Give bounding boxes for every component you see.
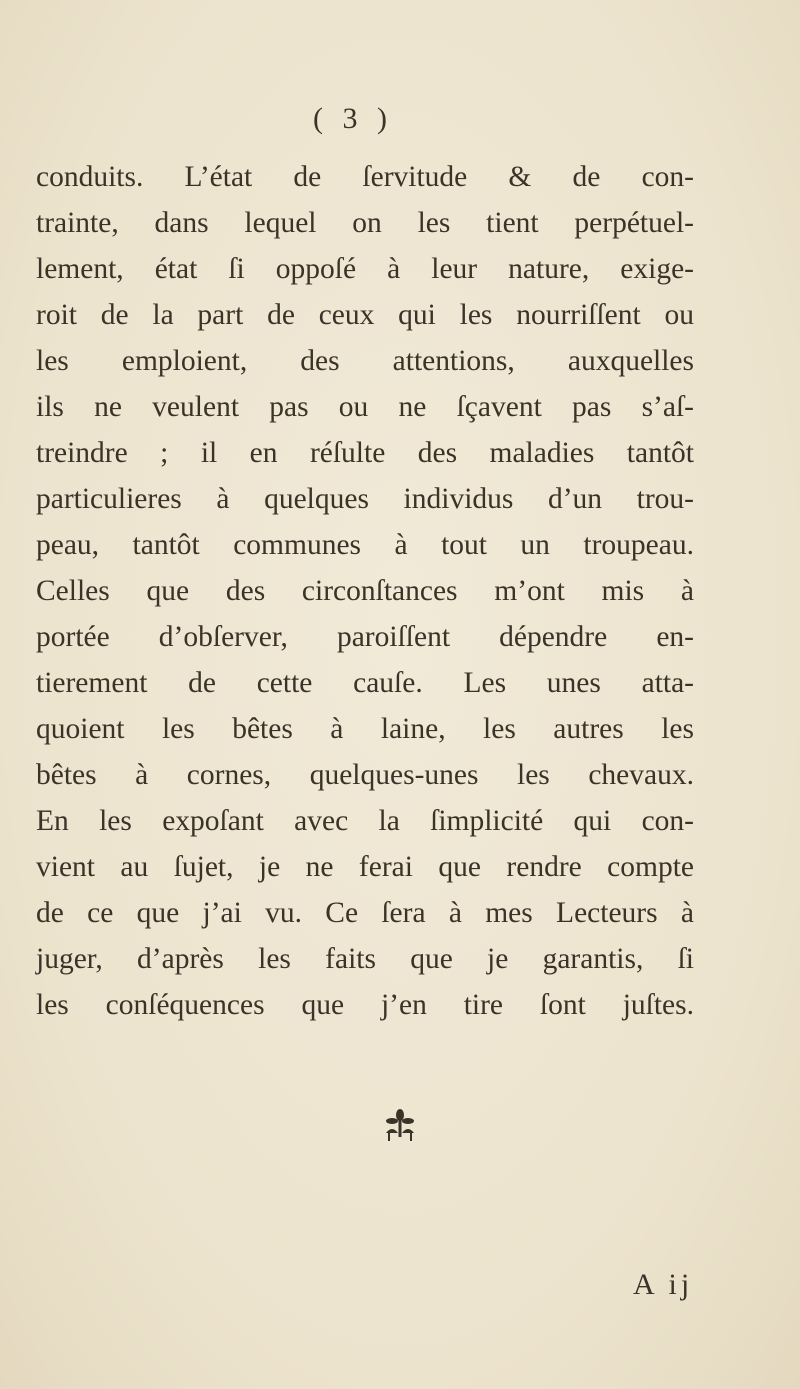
text-line: trainte, dans lequel on les tient perpétuel- [36, 207, 694, 239]
text-line: particulieres à quelques individus d’un trou- [36, 483, 694, 515]
text-line: les conſéquences que j’en tire ſont juſtes. [36, 989, 694, 1021]
text-line: les emploient, des attentions, auxquelles [36, 345, 694, 377]
text-line: quoient les bêtes à laine, les autres les [36, 713, 694, 745]
page-number: ( 3 ) [313, 102, 393, 135]
text-line: vient au ſujet, je ne ferai que rendre compte [36, 851, 694, 883]
text-line: lement, état ſi oppoſé à leur nature, exige- [36, 253, 694, 285]
text-line: En les expoſant avec la ſimplicité qui con- [36, 805, 694, 837]
text-line: de ce que j’ai vu. Ce ſera à mes Lecteurs à [36, 897, 694, 929]
text-line: portée d’obſerver, paroiſſent dépendre en- [36, 621, 694, 653]
text-line: treindre ; il en réſulte des maladies tantôt [36, 437, 694, 469]
text-line: conduits. L’état de ſervitude & de con- [36, 161, 694, 193]
text-line: Celles que des circonſtances m’ont mis à [36, 575, 694, 607]
signature-mark: A ij [633, 1268, 694, 1301]
text-line: bêtes à cornes, quelques-unes les chevaux. [36, 759, 694, 791]
text-line: juger, d’après les faits que je garantis, ſi [36, 943, 694, 975]
text-line: tierement de cette cauſe. Les unes atta- [36, 667, 694, 699]
fleuron-ornament-icon [380, 1105, 420, 1145]
text-line: ils ne veulent pas ou ne ſçavent pas s’aſ- [36, 391, 694, 423]
text-line: roit de la part de ceux qui les nourriſſent ou [36, 299, 694, 331]
body-text [36, 154, 694, 1028]
text-line: peau, tantôt communes à tout un troupeau. [36, 529, 694, 561]
